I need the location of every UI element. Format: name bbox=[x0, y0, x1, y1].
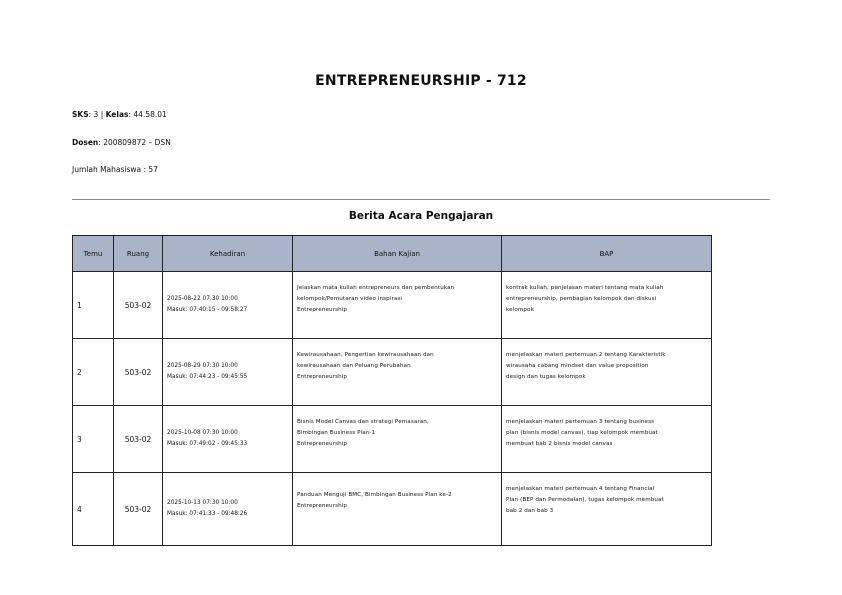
bahan-line: Entrepreneurship bbox=[297, 374, 348, 380]
column-header-ruang: Ruang bbox=[114, 236, 163, 272]
attendance-schedule: 2025-08-29 07:30 10:00 bbox=[167, 363, 238, 369]
attendance-checkin: Masuk: 07:44:23 - 09:45:55 bbox=[167, 374, 248, 380]
page-title: ENTREPRENEURSHIP - 712 bbox=[315, 73, 527, 89]
bahan-line: kewirausahaan dan Peluang Perubahan bbox=[297, 363, 411, 369]
lecturer-info bbox=[72, 138, 171, 147]
bahan-line: kelompok/Pemutaran video inspirasi bbox=[297, 296, 403, 302]
dosen-label: Dosen bbox=[72, 138, 99, 147]
column-header-bahan-kajian: Bahan Kajian bbox=[293, 236, 502, 272]
bap-line: menjelaskan materi pertemuan 3 tentang business bbox=[506, 419, 655, 425]
dosen-value: : 200809872 – DSN bbox=[98, 138, 171, 147]
table-header-row bbox=[73, 236, 712, 272]
attendance-checkin: Masuk: 07:49:02 - 09:45:33 bbox=[167, 441, 248, 447]
cell-temu: 3 bbox=[73, 406, 114, 473]
cell-kehadiran bbox=[163, 473, 293, 546]
bap-line: menjelaskan materi pertemuan 2 tentang Karakteristik bbox=[506, 352, 666, 358]
column-header-kehadiran: Kehadiran bbox=[163, 236, 293, 272]
column-header-bap: BAP bbox=[502, 236, 712, 272]
cell-kehadiran bbox=[163, 406, 293, 473]
cell-temu: 1 bbox=[73, 272, 114, 339]
cell-ruang: 503-02 bbox=[114, 272, 163, 339]
bap-line: wirausaha cabang mindset dan value proposition bbox=[506, 363, 649, 369]
sks-value: : 3 | bbox=[88, 110, 104, 119]
cell-kehadiran bbox=[163, 339, 293, 406]
cell-bap bbox=[502, 406, 712, 473]
cell-ruang: 503-02 bbox=[114, 406, 163, 473]
bahan-line: Jelaskan mata kuliah entrepreneurs dan pembentukan bbox=[297, 285, 455, 291]
table-row bbox=[73, 473, 712, 546]
bap-line: Plan (BEP dan Permodalan), tugas kelompok membuat bbox=[506, 497, 664, 503]
bap-table bbox=[72, 235, 712, 546]
bap-line: kontrak kuliah, penjelasan materi tentang mata kuliah bbox=[506, 285, 664, 291]
table-row bbox=[73, 339, 712, 406]
bahan-line: Entrepreneurship bbox=[297, 503, 348, 509]
course-info bbox=[72, 110, 167, 119]
bahan-line: Entrepreneurship bbox=[297, 307, 348, 313]
cell-bap bbox=[502, 473, 712, 546]
cell-temu: 4 bbox=[73, 473, 114, 546]
attendance-schedule: 2025-10-13 07:30 10:00 bbox=[167, 500, 238, 506]
sks-label: SKS bbox=[72, 110, 89, 119]
cell-ruang: 503-02 bbox=[114, 473, 163, 546]
bahan-line: Kewirausahaan, Pengertian kewirausahaan dan bbox=[297, 352, 434, 358]
cell-bahan-kajian bbox=[293, 339, 502, 406]
bap-line: kelompok bbox=[506, 307, 534, 313]
bap-line: design dan tugas kelompok bbox=[506, 374, 586, 380]
cell-bap bbox=[502, 339, 712, 406]
bahan-line: Entrepreneurship bbox=[297, 441, 348, 447]
column-header-temu: Temu bbox=[73, 236, 114, 272]
section-title: Berita Acara Pengajaran bbox=[348, 210, 494, 222]
cell-bahan-kajian bbox=[293, 272, 502, 339]
bap-line: plan (bisnis model canvas), tiap kelompok membuat bbox=[506, 430, 658, 436]
attendance-schedule: 2025-08-22 07:30 10:00 bbox=[167, 296, 238, 302]
student-count: Jumlah Mahasiswa : 57 bbox=[72, 165, 158, 174]
bap-line: membuat bab 2 bisnis model canvas bbox=[506, 441, 613, 447]
cell-ruang: 503-02 bbox=[114, 339, 163, 406]
divider bbox=[72, 199, 770, 200]
attendance-checkin: Masuk: 07:41:33 - 09:48:26 bbox=[167, 511, 248, 517]
kelas-label: Kelas bbox=[105, 110, 129, 119]
bahan-line: Bimbingan Business Plan-1 bbox=[297, 430, 376, 436]
bap-line: entrepreneurship, pembagian kelompok dan diskusi bbox=[506, 296, 657, 302]
cell-kehadiran bbox=[163, 272, 293, 339]
attendance-checkin: Masuk: 07:40:15 - 09:58:27 bbox=[167, 307, 248, 313]
cell-bahan-kajian bbox=[293, 406, 502, 473]
cell-bap bbox=[502, 272, 712, 339]
bap-line: bab 2 dan bab 3 bbox=[506, 508, 554, 514]
cell-temu: 2 bbox=[73, 339, 114, 406]
table-row bbox=[73, 272, 712, 339]
bahan-line: Bisnis Model Canvas dan strategi Pemasaran, bbox=[297, 419, 429, 425]
attendance-schedule: 2025-10-08 07:30 10:00 bbox=[167, 430, 238, 436]
bahan-line: Panduan Menguji BMC, Bimbingan Business Plan ke-2 bbox=[297, 492, 452, 498]
bap-line: menjelaskan materi pertemuan 4 tentang Financial bbox=[506, 486, 655, 492]
cell-bahan-kajian bbox=[293, 473, 502, 546]
table-row bbox=[73, 406, 712, 473]
kelas-value: : 44.58.01 bbox=[128, 110, 167, 119]
